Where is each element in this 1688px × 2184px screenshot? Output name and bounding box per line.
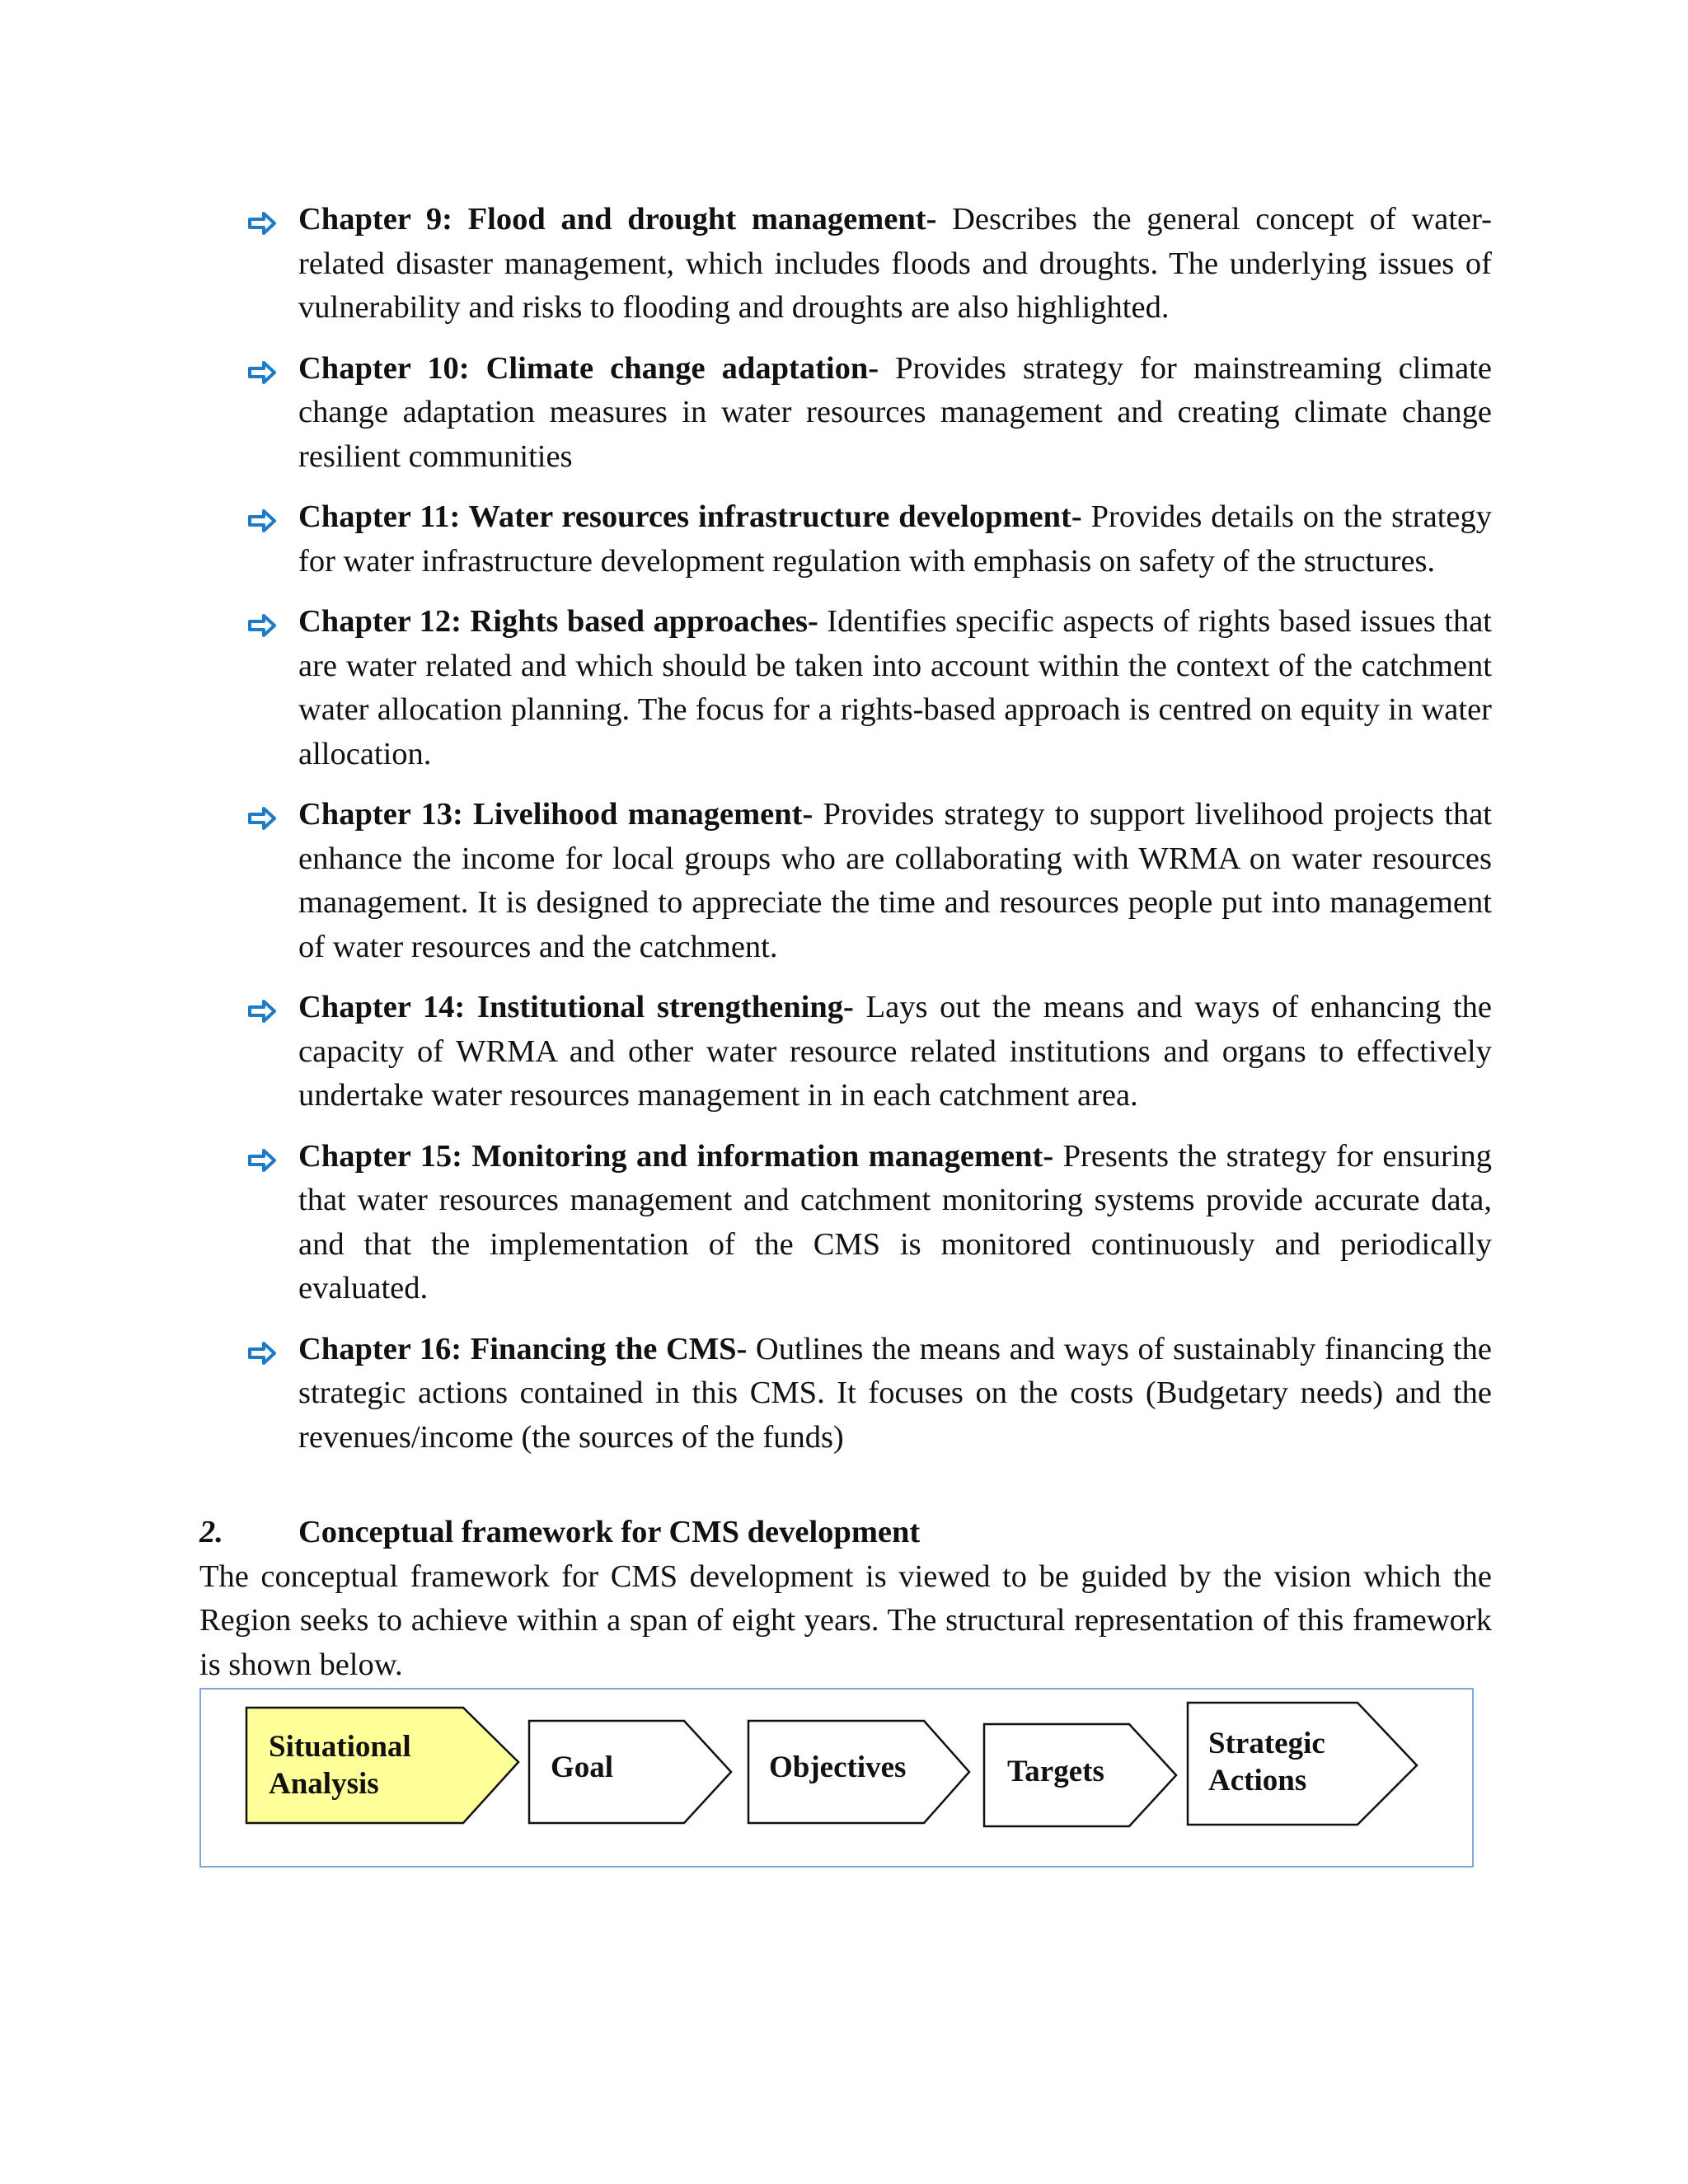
step-label-line: Actions (1208, 1764, 1307, 1797)
list-item (247, 347, 1492, 480)
step-strategic-actions-label (1208, 1725, 1325, 1799)
chapter-description: Identifies specific aspects of rights based issues that are water related and which should be taken into account within the context of the catchment water allocation planning. The focus for a rights-based approach is centred on equity in water allocation. (298, 604, 1493, 771)
arrow-bullet-icon (247, 209, 277, 238)
arrow-bullet-icon (247, 1338, 277, 1368)
chapter-title: Chapter 10: Climate change adaptation- (298, 350, 879, 386)
step-label-line: Strategic (1208, 1727, 1325, 1760)
chapter-description: Provides strategy for mainstreaming climate change adaptation measures in water resources management and creating climate change resilient communities (298, 350, 1492, 474)
section-heading (199, 1511, 1492, 1555)
chapter-title: Chapter 9: Flood and drought management- (298, 202, 937, 237)
section-paragraph: The conceptual framework for CMS development is viewed to be guided by the vision which the Region seeks to achieve within a span of eight years. The structural representation of this framework is shown below. (199, 1558, 1492, 1682)
step-targets-label (1007, 1753, 1104, 1790)
step-label-line: Goal (551, 1750, 614, 1784)
list-item (247, 1135, 1492, 1311)
step-objectives-label (769, 1749, 906, 1786)
list-item (247, 986, 1492, 1118)
chapter-description: Lays out the means and ways of enhancing the capacity of WRMA and other water resource related institutions and organs to effectively undertake water resources management in in each catchment area. (298, 990, 1492, 1113)
step-label-line: Analysis (269, 1767, 379, 1801)
list-item (247, 1328, 1492, 1460)
step-label-line: Situational (269, 1730, 411, 1764)
chapter-list (247, 198, 1492, 1476)
section-conceptual-framework (199, 1511, 1492, 1687)
chapter-title: Chapter 12: Rights based approaches- (298, 604, 818, 639)
chapter-description: Provides strategy to support livelihood projects that enhance the income for local groups who are collaborating with WRMA on water resources management. It is designed to appreciate the time and resources people put into management of water resources and the catchment. (298, 797, 1492, 964)
chapter-title: Chapter 11: Water resources infrastructure development- (298, 499, 1082, 534)
section-number: 2. (199, 1515, 223, 1549)
chapter-title: Chapter 14: Institutional strengthening- (298, 990, 854, 1024)
arrow-bullet-icon (247, 804, 277, 833)
section-title: Conceptual framework for CMS development (298, 1515, 921, 1549)
list-item (247, 793, 1492, 969)
step-goal-label (551, 1749, 613, 1786)
arrow-bullet-icon (247, 1146, 277, 1175)
step-label-line: Objectives (769, 1750, 907, 1784)
arrow-bullet-icon (247, 611, 277, 640)
chapter-title: Chapter 13: Livelihood management- (298, 797, 814, 832)
step-situational-analysis-label (269, 1728, 411, 1802)
chapter-description: Presents the strategy for ensuring that water resources management and catchment monitoring systems provide accurate data, and that the implementation of the CMS is monitored continuously and periodically evaluated. (298, 1138, 1492, 1305)
list-item (247, 198, 1492, 330)
arrow-bullet-icon (247, 506, 277, 536)
chapter-description: Outlines the means and ways of sustainably financing the strategic actions contained in this CMS. It focuses on the costs (Budgetary needs) and the revenues/income (the sources of the funds) (298, 1331, 1492, 1455)
arrow-bullet-icon (247, 358, 277, 387)
step-label-line: Targets (1007, 1755, 1104, 1788)
arrow-bullet-icon (247, 996, 277, 1026)
list-item (247, 600, 1492, 776)
chapter-title: Chapter 16: Financing the CMS- (298, 1331, 748, 1366)
chapter-description: Describes the general concept of water-related disaster management, which includes floods and droughts. The underlying issues of vulnerability and risks to flooding and droughts are also highlighted. (298, 202, 1492, 325)
chapter-title: Chapter 15: Monitoring and information management- (298, 1138, 1054, 1174)
list-item (247, 495, 1492, 583)
chapter-description: Provides details on the strategy for water infrastructure development regulation with emphasis on safety of the structures. (298, 499, 1492, 579)
framework-diagram (199, 1688, 1474, 1868)
